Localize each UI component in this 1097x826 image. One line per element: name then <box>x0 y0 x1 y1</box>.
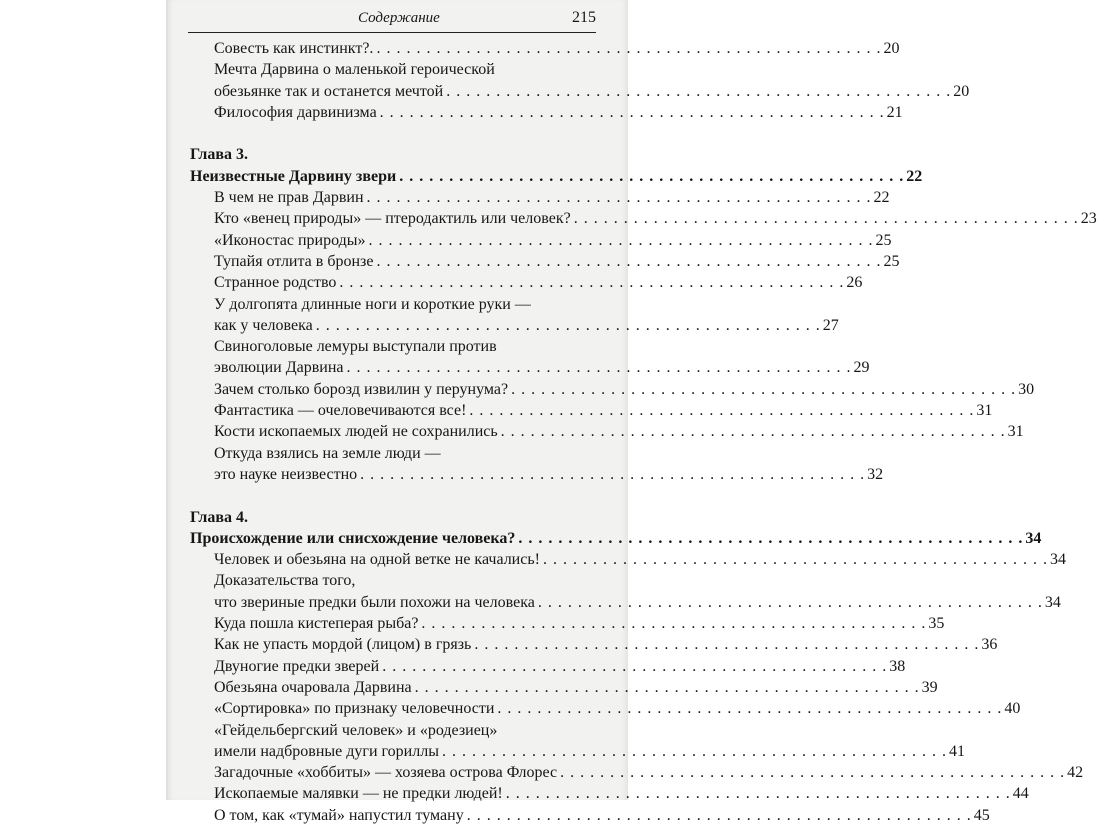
toc-entry-text: В чем не прав Дарвин <box>214 189 364 207</box>
toc-entry-page-number: 21 <box>886 103 903 121</box>
toc-entry-text: Как не упасть мордой (лицом) в грязь <box>214 636 472 654</box>
toc-entry-line <box>190 592 1061 613</box>
chapter-title-line <box>190 166 923 187</box>
dot-leader: . . . . . . . . . . . . . . . . . . . . . . . . . . . . . . . . . . . . . . . . . . . . . . . . . . . <box>469 402 975 420</box>
dot-leader: . . . . . . . . . . . . . . . . . . . . . . . . . . . . . . . . . . . . . . . . . . . . . . . . . . . <box>382 657 888 675</box>
toc-entry-page-number: 26 <box>846 274 863 292</box>
toc-entry-line <box>190 208 1097 229</box>
dot-leader: . . . . . . . . . . . . . . . . . . . . . . . . . . . . . . . . . . . . . . . . . . . . . . . . . . . <box>573 210 1079 228</box>
running-head-title: Содержание <box>358 10 440 26</box>
toc-entry-text: Загадочные «хоббиты» — хозяева острова Флорес <box>214 764 558 782</box>
dot-leader: . . . . . . . . . . . . . . . . . . . . . . . . . . . . . . . . . . . . . . . . . . . . . . . . . . . <box>497 700 1003 718</box>
dot-leader: . . . . . . . . . . . . . . . . . . . . . . . . . . . . . . . . . . . . . . . . . . . . . . . . . . . <box>376 252 882 270</box>
toc-entry-line <box>190 272 863 293</box>
toc-entry-text: это науке неизвестно <box>214 465 358 483</box>
section-gap <box>190 123 598 144</box>
toc-entry-line <box>190 251 900 272</box>
chapter-title: Происхождение или снисхождение человека? <box>190 529 516 547</box>
dot-leader: . . . . . . . . . . . . . . . . . . . . . . . . . . . . . . . . . . . . . . . . . . . . . . . . . . . <box>339 274 845 292</box>
dot-leader: . . . . . . . . . . . . . . . . . . . . . . . . . . . . . . . . . . . . . . . . . . . . . . . . . . . <box>466 806 972 824</box>
toc-entry-line <box>190 677 938 698</box>
toc-entry-line <box>190 357 870 378</box>
toc-entry-page-number: 42 <box>1067 764 1084 782</box>
toc-entry-text: Зачем столько борозд извилин у перунума? <box>214 380 509 398</box>
toc-entry-text: Кто «венец природы» — птеродактиль или человек? <box>214 210 571 228</box>
toc-entry-line <box>190 634 998 655</box>
toc-entry-line <box>190 698 1021 719</box>
section-gap <box>190 485 598 506</box>
toc-entry-text: Фантастика — очеловечиваются все! <box>214 402 467 420</box>
toc-entry-page-number: 38 <box>889 657 906 675</box>
toc-entry-page-number: 36 <box>981 636 998 654</box>
toc-entry-text: У долгопята длинные ноги и короткие руки — <box>214 295 531 313</box>
toc-entry-text: обезьянке так и останется мечтой <box>214 82 444 100</box>
toc-entry-line <box>190 81 970 102</box>
toc-entry-page-number: 25 <box>883 252 900 270</box>
dot-leader: . . . . . . . . . . . . . . . . . . . . . . . . . . . . . . . . . . . . . . . . . . . . . . . . . . . <box>511 380 1017 398</box>
chapter-page-number: 34 <box>1025 529 1042 547</box>
toc-entry-line <box>190 549 1066 570</box>
toc-entry-text: Двуногие предки зверей <box>214 657 380 675</box>
toc-entry-page-number: 20 <box>883 40 900 57</box>
toc-entry-line <box>190 187 890 208</box>
dot-leader: . . . . . . . . . . . . . . . . . . . . . . . . . . . . . . . . . . . . . . . . . . . . . . . . . . . <box>505 785 1011 803</box>
toc-entry-page-number: 25 <box>875 231 892 249</box>
toc-entry-text: Совесть как инстинкт?. <box>214 40 374 57</box>
dot-leader: . . . . . . . . . . . . . . . . . . . . . . . . . . . . . . . . . . . . . . . . . . . . . . . . . . . <box>315 316 821 334</box>
toc-entry-page-number: 20 <box>953 82 970 100</box>
toc-entry-line <box>190 336 598 357</box>
toc-entry-line <box>190 762 1084 783</box>
toc-entry-line <box>190 443 598 464</box>
toc-entry-line <box>190 400 993 421</box>
toc-entry-text: Ископаемые малявки — не предки людей! <box>214 785 503 803</box>
table-of-contents <box>190 38 1097 826</box>
toc-entry-text: что звериные предки были похожи на человека <box>214 593 535 611</box>
toc-entry-text: Свиноголовые лемуры выступали против <box>214 338 497 356</box>
toc-entry-text: Доказательства того, <box>214 572 356 590</box>
toc-entry-text: Философия дарвинизма <box>214 103 377 121</box>
running-head <box>188 8 596 33</box>
toc-entry-text: Мечта Дарвина о маленькой героической <box>214 61 495 79</box>
toc-entry-line <box>190 102 903 123</box>
toc-entry-line <box>190 570 598 591</box>
toc-entry-text: «Сортировка» по признаку человечности <box>214 700 495 718</box>
toc-entry-text: как у человека <box>214 316 313 334</box>
dot-leader: . . . . . . . . . . . . . . . . . . . . . . . . . . . . . . . . . . . . . . . . . . . . . . . . . . . <box>518 529 1024 547</box>
toc-entry-text: Странное родство <box>214 274 337 292</box>
toc-entry-page-number: 35 <box>928 615 945 633</box>
toc-entry-page-number: 23 <box>1080 210 1097 228</box>
chapter-page-number: 22 <box>906 167 923 185</box>
dot-leader: . . . . . . . . . . . . . . . . . . . . . . . . . . . . . . . . . . . . . . . . . . . . . . . . . . . <box>421 615 927 633</box>
toc-entry-line <box>190 741 965 762</box>
chapter-title-line <box>190 528 1042 549</box>
toc-entry-text: «Иконостас природы» <box>214 231 366 249</box>
dot-leader: . . . . . . . . . . . . . . . . . . . . . . . . . . . . . . . . . . . . . . . . . . . . . . . . . . . <box>537 593 1043 611</box>
toc-entry-text: Куда пошла кистеперая рыба? <box>214 615 419 633</box>
page-number: 215 <box>572 9 596 26</box>
dot-leader: . . . . . . . . . . . . . . . . . . . . . . . . . . . . . . . . . . . . . . . . . . . . . . . . . . . <box>399 167 905 185</box>
toc-entry-line <box>190 656 906 677</box>
toc-entry-text: «Гейдельбергский человек» и «родезиец» <box>214 721 498 739</box>
chapter-label-line <box>190 144 598 165</box>
toc-entry-page-number: 30 <box>1018 380 1035 398</box>
toc-entry-page-number: 31 <box>1007 423 1024 441</box>
dot-leader: . . . . . . . . . . . . . . . . . . . . . . . . . . . . . . . . . . . . . . . . . . . . . . . . . . . <box>366 189 872 207</box>
toc-entry-page-number: 40 <box>1004 700 1021 718</box>
toc-entry-page-number: 32 <box>867 465 884 483</box>
dot-leader: . . . . . . . . . . . . . . . . . . . . . . . . . . . . . . . . . . . . . . . . . . . . . . . . . . . <box>360 465 866 483</box>
toc-entry-page-number: 31 <box>976 402 993 420</box>
toc-entry-page-number: 29 <box>853 359 870 377</box>
toc-entry-line <box>190 464 884 485</box>
dot-leader: . . . . . . . . . . . . . . . . . . . . . . . . . . . . . . . . . . . . . . . . . . . . . . . . . . . <box>368 231 874 249</box>
toc-entry-line <box>190 613 945 634</box>
dot-leader: . . . . . . . . . . . . . . . . . . . . . . . . . . . . . . . . . . . . . . . . . . . . . . . . . . . <box>414 678 920 696</box>
toc-entry-page-number: 27 <box>822 316 839 334</box>
toc-entry-line <box>190 783 1029 804</box>
toc-entry-text: Обезьяна очаровала Дарвина <box>214 678 412 696</box>
dot-leader: . . . . . . . . . . . . . . . . . . . . . . . . . . . . . . . . . . . . . . . . . . . . . . . . . . . <box>441 742 947 760</box>
toc-entry-page-number: 34 <box>1044 593 1061 611</box>
toc-entry-page-number: 34 <box>1049 551 1066 569</box>
toc-entry-text: Человек и обезьяна на одной ветке не качались! <box>214 551 540 569</box>
toc-entry-text: Откуда взялись на земле люди — <box>214 444 441 462</box>
toc-entry-text: Кости ископаемых людей не сохранились <box>214 423 498 441</box>
chapter-label-line <box>190 507 598 528</box>
chapter-label: Глава 4. <box>190 508 248 526</box>
toc-entry-text: О том, как «тумай» напустил туману <box>214 806 464 824</box>
toc-entry-page-number: 22 <box>873 189 890 207</box>
dot-leader: . . . . . . . . . . . . . . . . . . . . . . . . . . . . . . . . . . . . . . . . . . . . . . . . . . . <box>500 423 1006 441</box>
toc-entry-line <box>190 720 598 741</box>
dot-leader: . . . . . . . . . . . . . . . . . . . . . . . . . . . . . . . . . . . . . . . . . . . . . . . . . . . <box>542 551 1048 569</box>
toc-entry-line <box>190 315 839 336</box>
toc-entry-line <box>190 38 900 59</box>
toc-entry-text: имели надбровные дуги гориллы <box>214 742 439 760</box>
toc-entry-line <box>190 421 1024 442</box>
chapter-title: Неизвестные Дарвину звери <box>190 167 397 185</box>
dot-leader: . . . . . . . . . . . . . . . . . . . . . . . . . . . . . . . . . . . . . . . . . . . . . . . . . . . <box>446 82 952 100</box>
toc-entry-page-number: 41 <box>948 742 965 760</box>
toc-entry-line <box>190 294 598 315</box>
toc-entry-text: Тупайя отлита в бронзе <box>214 252 374 270</box>
toc-entry-line <box>190 230 892 251</box>
dot-leader: . . . . . . . . . . . . . . . . . . . . . . . . . . . . . . . . . . . . . . . . . . . . . . . . . . . <box>560 764 1066 782</box>
dot-leader: . . . . . . . . . . . . . . . . . . . . . . . . . . . . . . . . . . . . . . . . . . . . . . . . . . . <box>379 103 885 121</box>
toc-entry-page-number: 44 <box>1012 785 1029 803</box>
dot-leader: . . . . . . . . . . . . . . . . . . . . . . . . . . . . . . . . . . . . . . . . . . . . . . . . . . . <box>474 636 980 654</box>
toc-entry-line <box>190 59 598 80</box>
toc-entry-text: эволюции Дарвина <box>214 359 344 377</box>
chapter-label: Глава 3. <box>190 146 248 164</box>
toc-entry-line <box>190 379 1035 400</box>
toc-entry-page-number: 45 <box>973 806 990 824</box>
toc-entry-page-number: 39 <box>921 678 938 696</box>
dot-leader: . . . . . . . . . . . . . . . . . . . . . . . . . . . . . . . . . . . . . . . . . . . . . . . . . . . <box>376 40 882 57</box>
toc-entry-line <box>190 805 990 826</box>
dot-leader: . . . . . . . . . . . . . . . . . . . . . . . . . . . . . . . . . . . . . . . . . . . . . . . . . . . <box>346 359 852 377</box>
